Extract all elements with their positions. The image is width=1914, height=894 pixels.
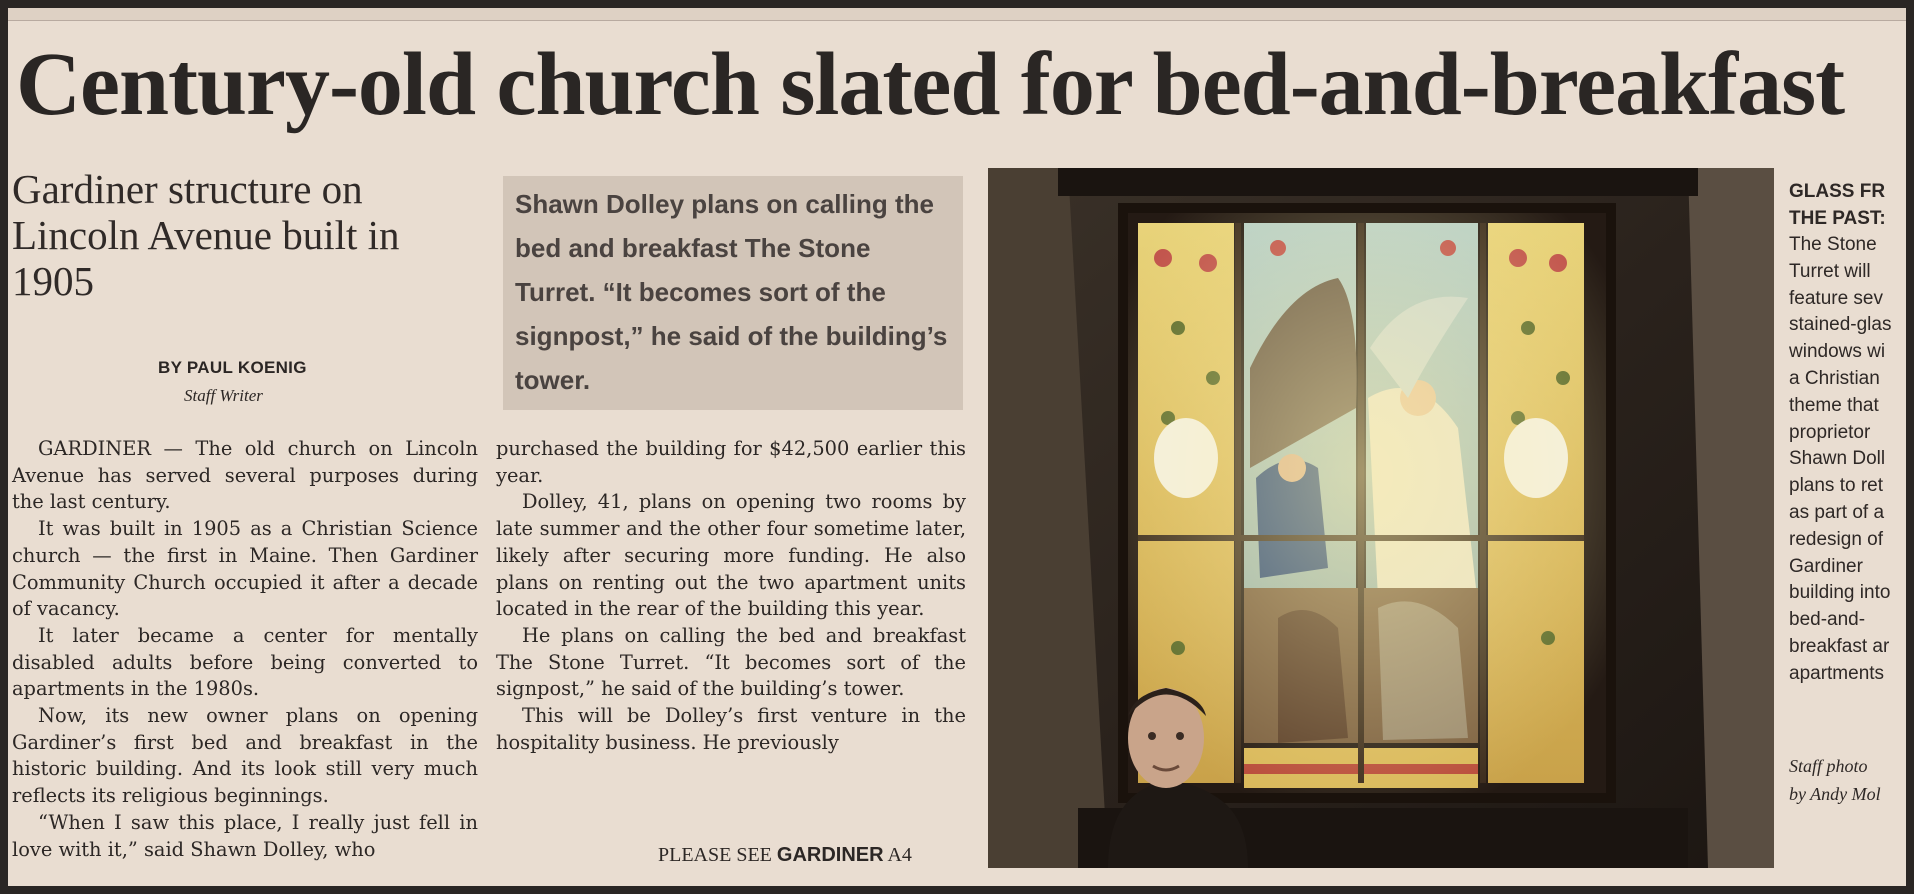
caption-line: Shawn Doll: [1789, 448, 1886, 470]
page-top-rule: [8, 8, 1906, 21]
paragraph: This will be Dolley’s first venture in the hospitality business. He previously: [496, 704, 966, 754]
byline-title: Staff Writer: [184, 386, 263, 405]
caption-line: Turret will: [1789, 260, 1871, 282]
caption-line: The Stone: [1789, 234, 1877, 255]
article-column-2: [496, 436, 966, 756]
caption-line: Gardiner: [1789, 555, 1863, 577]
jump-prefix: PLEASE SEE: [658, 844, 772, 866]
caption-head-line: GLASS FR: [1789, 181, 1886, 202]
caption-line: stained-glas: [1789, 314, 1892, 336]
caption-line: plans to ret: [1789, 475, 1883, 497]
paragraph: It was built in 1905 as a Christian Science church — the first in Maine. Then Gardiner Community Church occupied it after a decade of vacancy.: [12, 517, 478, 621]
subheadline: Gardiner structure on Lincoln Avenue built in 1905: [12, 166, 400, 304]
article-column-1: [12, 436, 478, 863]
stained-glass-photo-image: [988, 168, 1774, 868]
headline: Century-old church slated for bed-and-breakfast: [16, 35, 1845, 134]
paragraph: He plans on calling the bed and breakfast The Stone Turret. “It becomes sort of the signpost,” he said of the building’s tower.: [496, 623, 966, 701]
photo-credit: [1789, 752, 1906, 808]
paragraph: purchased the building for $42,500 earlier this year.: [496, 437, 966, 487]
caption-line: windows wi: [1789, 341, 1886, 363]
paragraph: Dolley, 41, plans on opening two rooms by late summer and the other four sometime later, likely after securing more funding. He also plans on renting out the two apartment units located in the rear of the building this year.: [496, 490, 966, 621]
caption-line: theme that: [1789, 394, 1879, 416]
photo-caption: [1789, 232, 1906, 688]
paragraph: It later became a center for mentally disabled adults before being converted to apartments in the 1980s.: [12, 623, 478, 701]
caption-line: bed-and-: [1789, 609, 1866, 631]
credit-line: Staff photo: [1789, 756, 1868, 776]
pull-quote-text: Shawn Dolley plans on calling the bed and breakfast The Stone Turret. “It becomes sort of the signpost,” he said of the building’s tower.: [515, 189, 948, 395]
caption-line: redesign of: [1789, 528, 1884, 550]
caption-line: breakfast ar: [1789, 635, 1890, 657]
jump-word: GARDINER: [776, 844, 884, 866]
caption-line: feature sev: [1789, 287, 1883, 309]
newspaper-clipping: [8, 8, 1906, 886]
caption-line: a Christian: [1789, 367, 1880, 389]
pull-quote-box: [503, 176, 963, 410]
paragraph: “When I saw this place, I really just fell in love with it,” said Shawn Dolley, who: [12, 810, 478, 861]
paragraph: GARDINER — The old church on Lincoln Avenue has served several purposes during the last century.: [12, 437, 478, 514]
caption-line: apartments: [1789, 662, 1885, 684]
paragraph: Now, its new owner plans on opening Gardiner’s first bed and breakfast in the historic building. And its look still very much reflects its religious beginnings.: [12, 704, 478, 808]
caption-line: as part of a: [1789, 501, 1885, 523]
stained-glass-photo: [988, 168, 1774, 868]
caption-head-line: THE PAST:: [1789, 208, 1886, 229]
byline: BY PAUL KOENIG: [158, 358, 307, 377]
photo-caption-heading: [1789, 178, 1906, 232]
credit-line: by Andy Mol: [1789, 784, 1881, 804]
continuation-line: [658, 844, 912, 867]
jump-page: A4: [887, 844, 912, 866]
caption-line: proprietor: [1789, 421, 1871, 443]
caption-line: building into: [1789, 582, 1891, 604]
